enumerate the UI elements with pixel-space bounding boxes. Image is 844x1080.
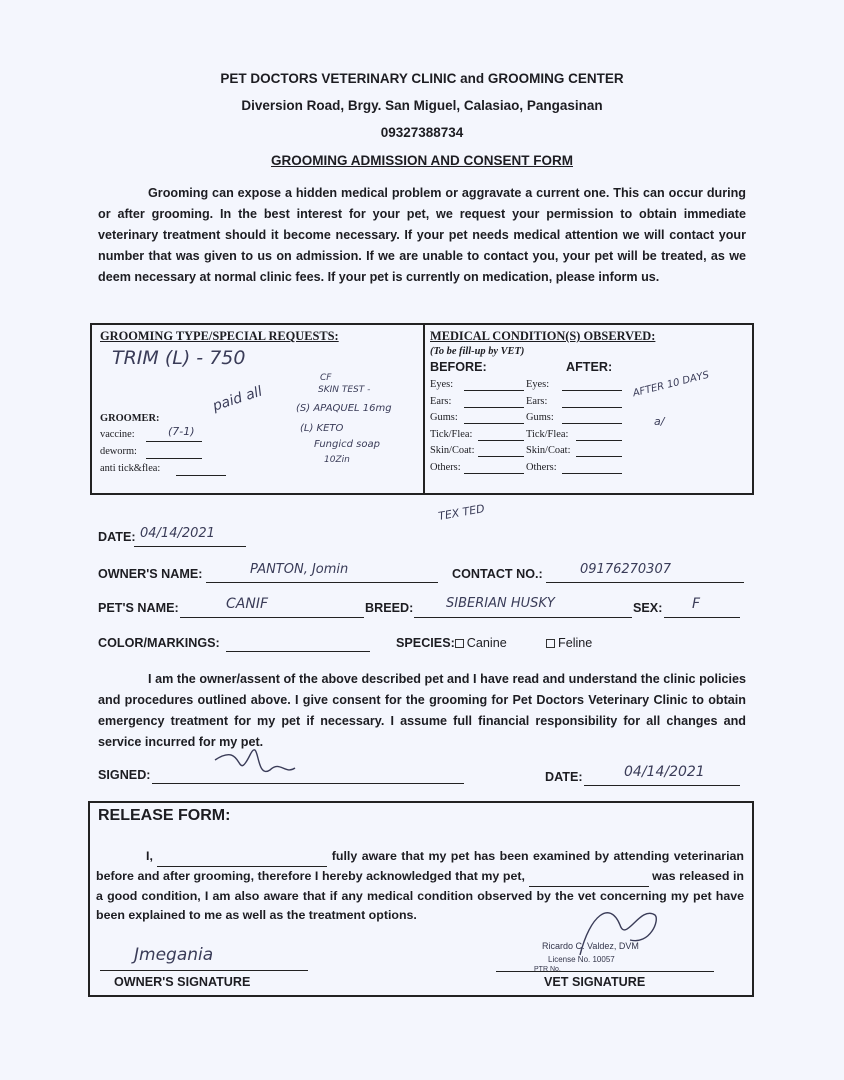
- before-row-label: Skin/Coat:: [430, 445, 475, 456]
- feline-label: Feline: [558, 636, 593, 650]
- after-row-line[interactable]: [576, 440, 622, 441]
- after-row-label: Gums:: [526, 412, 554, 423]
- after-label: AFTER:: [566, 360, 613, 374]
- owner-name-line[interactable]: [206, 582, 438, 583]
- hand-rx1: (S) APAQUEL 16mg: [296, 403, 392, 414]
- medical-title: MEDICAL CONDITION(S) OBSERVED:: [430, 329, 656, 343]
- intro-paragraph: Grooming can expose a hidden medical problem or aggravate a current one. This can occur during or after grooming. In the best interest for your pet, we request your permission to obtain immediate veterinary treatment should it become necessary. If your pet needs medical attention we will contact your number that was given to us on admission. If we are unable to contact you, your pet will be treated, as we deem necessary at normal clinic fees. If your pet is currently on medication, please inform us.: [98, 186, 746, 284]
- vet-signature-line[interactable]: [496, 971, 714, 972]
- sex-value: F: [692, 596, 701, 612]
- contact-label: CONTACT NO.:: [452, 567, 543, 581]
- signed-date-label: DATE:: [545, 770, 583, 784]
- feline-checkbox[interactable]: [546, 639, 555, 648]
- before-row-line[interactable]: [464, 423, 524, 424]
- pet-name-label: PET'S NAME:: [98, 601, 179, 615]
- after-row-line[interactable]: [576, 456, 622, 457]
- clinic-name: PET DOCTORS VETERINARY CLINIC and GROOMING CENTER: [220, 71, 624, 86]
- owner-name-label: OWNER'S NAME:: [98, 567, 203, 581]
- date-label: DATE:: [98, 530, 136, 544]
- species-label-text: SPECIES:: [396, 636, 455, 650]
- pet-name-line[interactable]: [180, 617, 364, 618]
- before-row-label: Tick/Flea:: [430, 428, 473, 440]
- release-form-box: [88, 801, 754, 997]
- before-label: BEFORE:: [430, 360, 487, 374]
- release-text-2: was released in a good condition, I am also aware that if any medical condition observed by the vet concerning my pet have been explained to me as well as the treatment options.: [96, 869, 745, 922]
- signed-line[interactable]: [152, 783, 464, 784]
- before-row-line[interactable]: [464, 407, 524, 408]
- signed-label: SIGNED:: [98, 768, 151, 782]
- owner-signature-line[interactable]: [100, 970, 308, 971]
- breed-value: SIBERIAN HUSKY: [446, 596, 555, 611]
- vet-stamp-name: Ricardo C. Valdez, DVM: [542, 941, 639, 951]
- color-markings-line[interactable]: [226, 651, 370, 652]
- before-row-line[interactable]: [478, 440, 524, 441]
- date-value: 04/14/2021: [140, 526, 215, 541]
- release-text-1: fully aware that my pet has been examined by attending veterinarian before and after grooming, therefore I hereby acknowledged that my pet,: [96, 849, 744, 883]
- after-row-label: Skin/Coat:: [526, 445, 571, 456]
- before-row-label: Others:: [430, 461, 461, 473]
- after-row-label: Others:: [526, 461, 557, 473]
- owner-name-value: PANTON, Jomin: [250, 562, 349, 577]
- hand-rx4: 10Zin: [324, 455, 350, 465]
- hand-service: TRIM (L) - 750: [112, 347, 246, 369]
- vet-stamp-license: License No. 10057: [548, 955, 615, 964]
- hand-mark: a/: [654, 415, 665, 428]
- consent-paragraph: I am the owner/assent of the above described pet and I have read and understand the clinic policies and procedures outlined above. I give consent for the grooming for Pet Doctors Veterinary Clinic to obtain emergency treatment for my pet if necessary. I assume full financial responsibility for all changes and service incurred for my pet.: [98, 672, 746, 749]
- deworm-line[interactable]: [146, 458, 202, 459]
- signed-date-line[interactable]: [584, 785, 740, 786]
- owner-signature-scribble: [205, 730, 305, 790]
- hand-cf: CF: [320, 373, 332, 383]
- color-markings-label: COLOR/MARKINGS:: [98, 636, 220, 650]
- contact-line[interactable]: [546, 582, 744, 583]
- breed-label: BREED:: [365, 601, 414, 615]
- grooming-type-title: GROOMING TYPE/SPECIAL REQUESTS:: [100, 329, 339, 343]
- after-row-label: Ears:: [526, 395, 548, 407]
- hand-paid: paid all: [210, 383, 265, 415]
- sex-line[interactable]: [664, 617, 740, 618]
- before-row-label: Ears:: [430, 395, 452, 407]
- release-pet-line[interactable]: [529, 867, 649, 887]
- before-row-label: Eyes:: [430, 379, 454, 390]
- medical-subtitle: (To be fill-up by VET): [430, 346, 525, 357]
- vaccine-line[interactable]: [146, 441, 202, 442]
- after-row-line[interactable]: [562, 473, 622, 474]
- anti-tick-line[interactable]: [176, 475, 226, 476]
- release-i-label: I,: [146, 849, 153, 863]
- breed-line[interactable]: [414, 617, 632, 618]
- hand-vaccine: (7-1): [168, 425, 195, 438]
- vet-stamp-ptr: PTR No.: [534, 966, 561, 973]
- form-title-text: GROOMING ADMISSION AND CONSENT FORM: [271, 153, 573, 168]
- groomer-label: GROOMER:: [100, 413, 160, 424]
- release-owner-line[interactable]: [157, 847, 327, 867]
- signed-date-value: 04/14/2021: [624, 764, 705, 780]
- vet-signature-label: VET SIGNATURE: [544, 975, 646, 989]
- hand-rx2: (L) KETO: [300, 423, 344, 434]
- grooming-medical-box: [90, 323, 754, 495]
- anti-tick-label: anti tick&flea:: [100, 463, 161, 474]
- hand-rx3: Fungicd soap: [314, 439, 380, 450]
- form-title: [0, 153, 844, 168]
- owner-signature-hand: Jmegania: [134, 945, 214, 965]
- hand-text-note: TEX TED: [437, 502, 486, 523]
- before-row-label: Gums:: [430, 412, 458, 423]
- hand-after-note: AFTER 10 DAYS: [631, 369, 711, 400]
- before-row-line[interactable]: [478, 456, 524, 457]
- box-divider: [423, 325, 425, 493]
- species-label: [396, 636, 507, 650]
- clinic-address: Diversion Road, Brgy. San Miguel, Calasiao, Pangasinan: [241, 98, 603, 113]
- date-line[interactable]: [134, 546, 246, 547]
- after-row-label: Tick/Flea:: [526, 428, 569, 440]
- feline-option: [546, 636, 592, 650]
- release-title: RELEASE FORM:: [98, 807, 231, 824]
- after-row-line[interactable]: [562, 423, 622, 424]
- vet-signature-scribble: [560, 895, 670, 965]
- canine-checkbox[interactable]: [455, 639, 464, 648]
- after-row-line[interactable]: [562, 390, 622, 391]
- canine-label: Canine: [466, 636, 507, 650]
- contact-value: 09176270307: [580, 562, 671, 577]
- hand-skin-test: SKIN TEST -: [318, 385, 371, 395]
- before-row-line[interactable]: [464, 473, 524, 474]
- owner-signature-label: OWNER'S SIGNATURE: [114, 975, 251, 989]
- before-row-line[interactable]: [464, 390, 524, 391]
- pet-name-value: CANIF: [226, 596, 269, 612]
- clinic-phone: 09327388734: [380, 125, 464, 140]
- after-row-label: Eyes:: [526, 379, 550, 390]
- vaccine-label: vaccine:: [100, 429, 135, 440]
- after-row-line[interactable]: [562, 407, 622, 408]
- deworm-label: deworm:: [100, 446, 137, 457]
- sex-label: SEX:: [633, 601, 663, 615]
